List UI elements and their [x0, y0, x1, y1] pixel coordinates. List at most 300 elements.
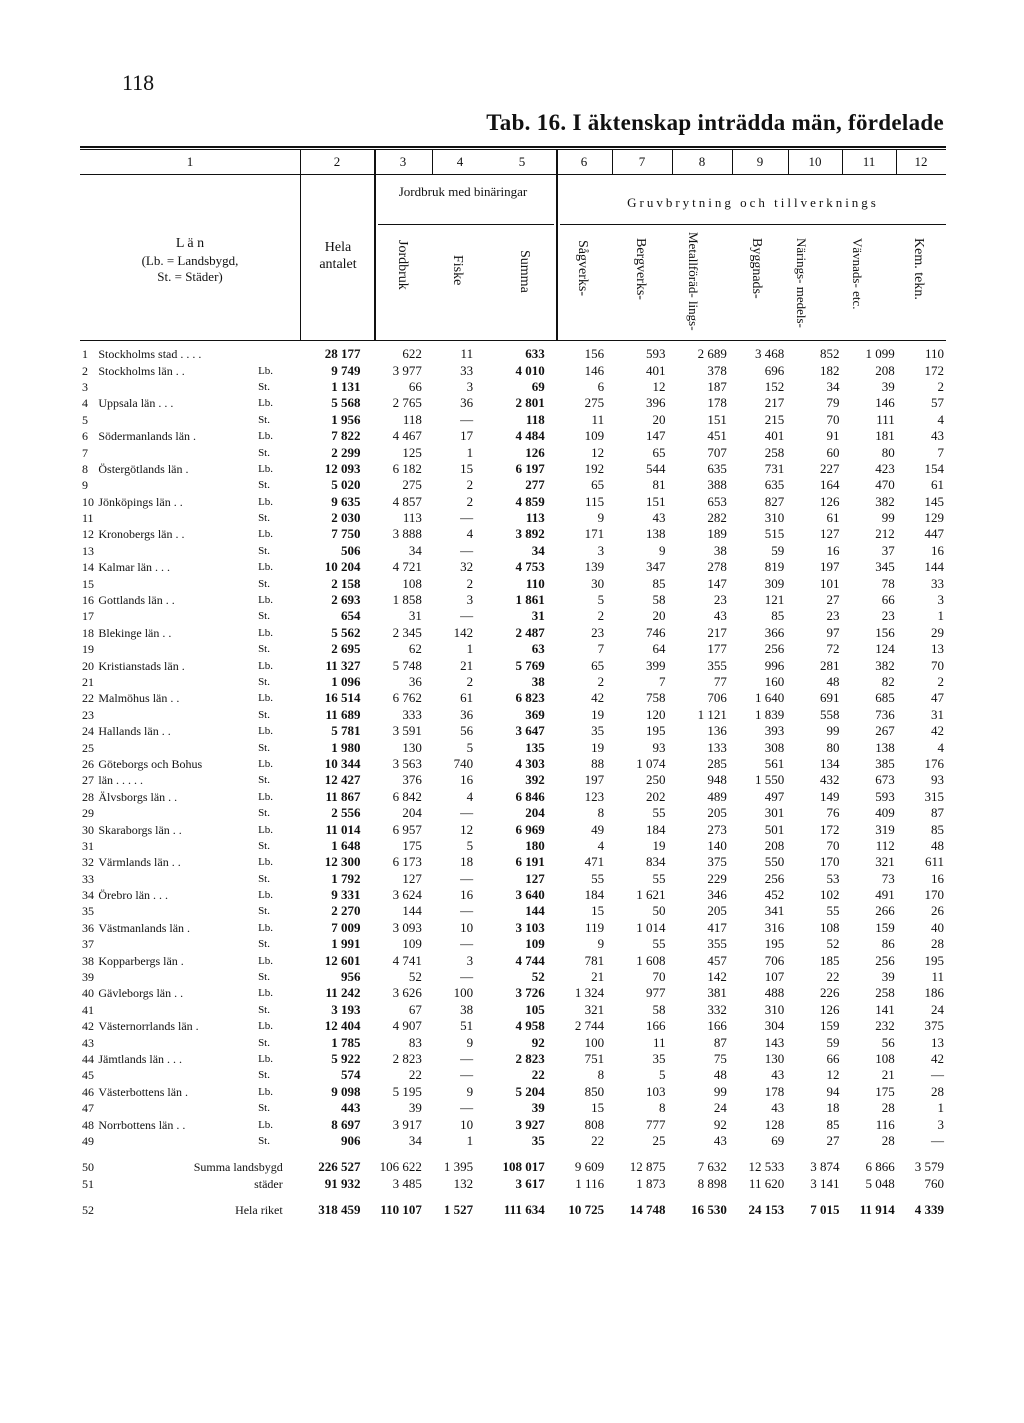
row-number: 33 [82, 871, 94, 886]
column-number: 2 [333, 154, 341, 169]
cell-hela: 7 009 [331, 919, 361, 935]
cell-hela: 9 749 [331, 362, 361, 378]
cell-c10: 149 [819, 788, 840, 804]
cell-c11: 156 [875, 624, 895, 640]
cell-c12: 42 [931, 1050, 944, 1066]
row-type: St. [258, 708, 270, 721]
table-row [80, 871, 946, 887]
cell-c8: 38 [713, 542, 727, 558]
cell-c3: 125 [402, 444, 422, 460]
cell-c4: 2 [466, 477, 474, 493]
cell-c10: 3 874 [810, 1159, 840, 1175]
cell-c3: 3 093 [392, 919, 422, 935]
lan-name: län . . . . . [98, 773, 144, 788]
cell-c4: 5 [466, 739, 474, 755]
cell-c11: 159 [875, 919, 895, 935]
cell-hela: 11 242 [325, 985, 361, 1001]
cell-hela: 1 131 [331, 378, 361, 394]
cell-c9: 310 [764, 1001, 785, 1017]
lan-name [96, 379, 256, 395]
cell-c3: 31 [408, 608, 422, 624]
cell-c6: 8 [597, 805, 605, 821]
summary-row [80, 1202, 946, 1218]
cell-c4: 142 [453, 624, 474, 640]
cell-c8: 388 [707, 477, 727, 493]
lan-name [96, 641, 256, 657]
cell-c9: 310 [764, 510, 785, 526]
row-number: 47 [82, 1101, 94, 1116]
cell-c6: 55 [591, 870, 605, 886]
cell-c10: 102 [819, 887, 840, 903]
cell-c6: 751 [584, 1050, 605, 1066]
cell-c9: 24 153 [748, 1202, 785, 1218]
cell-c3: 2 823 [392, 1050, 422, 1066]
cell-hela: 3 193 [331, 1001, 361, 1017]
cell-c5: 126 [525, 444, 545, 460]
cell-c5: 277 [525, 477, 545, 493]
lan-name [96, 969, 256, 985]
cell-c7: 195 [645, 723, 666, 739]
cell-c6: 15 [591, 903, 605, 919]
cell-c4: 36 [460, 706, 474, 722]
spacer-row [80, 1149, 946, 1159]
cell-c11: 1 099 [865, 346, 895, 362]
cell-hela: 9 331 [331, 887, 361, 903]
row-number: 11 [82, 511, 94, 526]
cell-c10: 227 [819, 460, 840, 476]
cell-c3: 4 721 [392, 559, 422, 575]
cell-c10: 53 [826, 870, 840, 886]
row-number: 20 [82, 658, 94, 673]
cell-c3: 62 [408, 641, 422, 657]
cell-c11: 56 [881, 1034, 895, 1050]
cell-c3: 2 765 [392, 395, 422, 411]
cell-c6: 88 [591, 755, 605, 771]
row-number: 19 [82, 642, 94, 657]
table-row [80, 608, 946, 624]
cell-c11: 23 [881, 608, 895, 624]
cell-c6: 12 [591, 444, 605, 460]
table-row [80, 739, 946, 755]
cell-c6: 49 [591, 821, 605, 837]
cell-hela: 1 648 [331, 837, 361, 853]
cell-c8: 87 [713, 1034, 727, 1050]
cell-c3: 113 [402, 510, 422, 526]
cell-c11: 138 [875, 739, 895, 755]
row-type: St. [258, 741, 270, 754]
cell-c4: — [460, 1067, 474, 1083]
cell-c12: 28 [931, 1083, 944, 1099]
cell-c11: 345 [875, 559, 895, 575]
row-number: 28 [82, 789, 94, 804]
lan-name: Älvsborgs län . . [98, 789, 178, 804]
cell-c6: 197 [584, 772, 605, 788]
cell-c11: 66 [881, 592, 895, 608]
cell-c12: 760 [924, 1175, 944, 1191]
cell-c12: 26 [931, 903, 944, 919]
lan-header: L ä n [175, 236, 205, 251]
cell-c11: 673 [875, 772, 895, 788]
metall-header: Metallföräd- lings- [685, 232, 701, 331]
cell-c5: 4 010 [515, 362, 545, 378]
cell-c5: 3 927 [515, 1116, 545, 1132]
cell-c8: 273 [707, 821, 727, 837]
lan-name [96, 510, 256, 526]
cell-c7: 14 748 [629, 1202, 666, 1218]
cell-c12: 145 [924, 493, 944, 509]
cell-c11: 491 [875, 887, 895, 903]
cell-c11: 181 [875, 428, 895, 444]
lan-name [96, 1002, 256, 1018]
cell-c7: 70 [652, 969, 666, 985]
cell-c10: 164 [819, 477, 840, 493]
cell-hela: 91 932 [324, 1175, 361, 1191]
table-row [80, 1051, 946, 1067]
column-number: 10 [808, 154, 822, 169]
cell-c8: 43 [713, 1132, 727, 1148]
cell-c5: 392 [525, 772, 545, 788]
table-row [80, 821, 946, 837]
table-row [80, 854, 946, 870]
cell-c6: 22 [591, 1132, 605, 1148]
cell-hela: 2 556 [331, 805, 361, 821]
cell-hela: 2 270 [331, 903, 361, 919]
cell-c11: 39 [881, 378, 895, 394]
cell-c6: 171 [584, 526, 605, 542]
table-row [80, 969, 946, 985]
cell-c8: 166 [707, 1018, 727, 1034]
cell-c11: 382 [875, 657, 895, 673]
table-row [80, 510, 946, 526]
cell-c5: 204 [525, 805, 545, 821]
col-separator [300, 150, 301, 340]
row-number: 16 [82, 593, 94, 608]
cell-c3: 376 [402, 772, 422, 788]
cell-c4: 38 [460, 1001, 474, 1017]
row-type: Lb. [258, 692, 274, 705]
lan-name [96, 1034, 256, 1050]
cell-c9: 308 [764, 739, 785, 755]
cell-c3: 175 [402, 837, 422, 853]
cell-hela: 12 093 [324, 460, 361, 476]
cell-c5: 127 [525, 870, 545, 886]
cell-c7: 19 [652, 837, 666, 853]
cell-c3: 1 858 [392, 592, 422, 608]
cell-c9: 85 [771, 608, 785, 624]
row-type: St. [258, 643, 270, 656]
cell-c8: 229 [707, 870, 727, 886]
cell-c4: 15 [460, 460, 474, 476]
cell-c4: 16 [460, 887, 474, 903]
cell-hela: 2 299 [331, 444, 361, 460]
lan-name: Jämtlands län . . . [98, 1051, 183, 1066]
cell-hela: 1 980 [331, 739, 361, 755]
cell-c3: 83 [408, 1034, 422, 1050]
cell-c8: 178 [707, 395, 727, 411]
cell-c9: 107 [764, 969, 785, 985]
cell-c5: 22 [531, 1067, 545, 1083]
cell-c8: 457 [707, 952, 727, 968]
row-number: 48 [82, 1117, 94, 1132]
cell-c3: 622 [402, 346, 422, 362]
cell-c7: 93 [652, 739, 666, 755]
cell-c3: 6 957 [392, 821, 422, 837]
cell-c8: 48 [713, 1067, 727, 1083]
cell-c6: 23 [591, 624, 605, 640]
cell-c12: 447 [924, 526, 944, 542]
cell-c3: 275 [402, 477, 422, 493]
row-number: 6 [82, 429, 88, 444]
cell-c12: 2 [937, 674, 944, 689]
cell-c9: 341 [764, 903, 785, 919]
cell-c5: 111 634 [503, 1202, 545, 1218]
gruv-group-header: Gruvbrytning och tillverknings [627, 195, 879, 210]
cell-hela: 5 020 [331, 477, 361, 493]
cell-c9: 827 [764, 493, 785, 509]
cell-c4: — [460, 936, 474, 952]
row-number: 26 [82, 756, 94, 771]
cell-c9: 488 [764, 985, 785, 1001]
cell-c11: 86 [881, 936, 895, 952]
lan-name [96, 444, 256, 460]
row-number: 50 [82, 1160, 94, 1175]
cell-c6: 192 [584, 460, 605, 476]
lan-name [96, 739, 256, 755]
lan-name [96, 838, 256, 854]
row-type: Lb. [258, 594, 274, 607]
cell-c7: 250 [645, 772, 666, 788]
row-type: Lb. [258, 987, 274, 1000]
cell-c9: 178 [764, 1083, 785, 1099]
cell-c6: 3 [597, 542, 605, 558]
cell-c12: — [931, 1132, 944, 1148]
cell-c4: 3 [466, 378, 474, 394]
cell-c6: 146 [584, 362, 605, 378]
cell-c3: 34 [408, 542, 422, 558]
table-row [80, 1002, 946, 1018]
cell-c12: 1 [937, 1100, 944, 1116]
row-type: Lb. [258, 921, 274, 934]
cell-c5: 633 [525, 346, 545, 362]
lan-name: Stockholms stad . . . . [98, 347, 202, 362]
cell-c6: 471 [584, 854, 605, 870]
spacer-row [80, 1192, 946, 1202]
cell-c5: 35 [531, 1132, 545, 1148]
cell-c7: 777 [645, 1116, 666, 1132]
cell-c10: 61 [826, 510, 840, 526]
cell-c8: 142 [707, 969, 727, 985]
cell-c6: 123 [584, 788, 605, 804]
cell-c12: 24 [931, 1001, 944, 1017]
cell-c6: 115 [585, 493, 605, 509]
cell-c6: 35 [591, 723, 605, 739]
row-type: St. [258, 610, 270, 623]
cell-hela: 10 344 [324, 755, 361, 771]
cell-c8: 332 [707, 1001, 727, 1017]
cell-hela: 906 [341, 1132, 361, 1148]
table-row [80, 1133, 946, 1149]
cell-c4: 16 [460, 772, 474, 788]
cell-c11: 39 [881, 969, 895, 985]
column-number: 1 [186, 154, 194, 169]
cell-c3: 4 467 [392, 428, 422, 444]
cell-c12: 195 [924, 952, 944, 968]
cell-c6: 6 [597, 378, 605, 394]
cell-c9: 301 [764, 805, 785, 821]
cell-hela: 2 158 [331, 575, 361, 591]
jordbruk-header: Jordbruk [395, 240, 410, 290]
cell-c5: 3 726 [515, 985, 545, 1001]
row-type: St. [258, 905, 270, 918]
cell-c10: 101 [819, 575, 840, 591]
cell-c9: 550 [764, 854, 785, 870]
cell-c8: 707 [707, 444, 727, 460]
cell-c12: 2 [937, 378, 944, 394]
cell-c11: 80 [881, 444, 895, 460]
row-number: 13 [82, 543, 94, 558]
table-row [80, 920, 946, 936]
cell-c9: 452 [764, 887, 785, 903]
cell-c5: 3 103 [515, 919, 545, 935]
cell-c9: 635 [764, 477, 785, 493]
lan-name [96, 477, 256, 493]
cell-c3: 118 [402, 411, 422, 427]
cell-c10: 59 [826, 1034, 840, 1050]
cell-c5: 6 191 [515, 854, 545, 870]
cell-c3: 22 [408, 1067, 422, 1083]
cell-c12: 110 [924, 346, 944, 362]
cell-c12: 57 [931, 395, 944, 411]
lan-note-2: St. = Städer) [157, 269, 223, 284]
cell-c8: 355 [707, 657, 727, 673]
cell-hela: 506 [341, 542, 361, 558]
cell-c4: — [460, 542, 474, 558]
cell-c7: 35 [652, 1050, 666, 1066]
row-type: Lb. [258, 790, 274, 803]
cell-c6: 156 [584, 346, 605, 362]
cell-c4: 5 [466, 837, 474, 853]
column-number: 4 [456, 154, 464, 169]
cell-c8: 189 [707, 526, 727, 542]
cell-c11: 73 [881, 870, 895, 886]
cell-c9: 561 [764, 755, 785, 771]
cell-c7: 25 [652, 1132, 666, 1148]
cell-c9: 208 [764, 837, 785, 853]
row-number: 46 [82, 1084, 94, 1099]
cell-c3: 6 762 [392, 690, 422, 706]
cell-c11: 423 [875, 460, 895, 476]
cell-c5: 108 017 [502, 1159, 545, 1175]
cell-c5: 3 617 [515, 1175, 545, 1191]
cell-c9: 130 [764, 1050, 785, 1066]
lan-name [96, 1100, 256, 1116]
cell-hela: 9 635 [331, 493, 361, 509]
cell-c11: 321 [875, 854, 895, 870]
col-separator [788, 150, 789, 174]
cell-c4: 1 [466, 1132, 474, 1148]
cell-c11: 28 [881, 1132, 895, 1148]
cell-c10: 172 [819, 821, 840, 837]
row-type: Lb. [258, 856, 274, 869]
row-number: 34 [82, 888, 94, 903]
cell-c3: 39 [408, 1100, 422, 1116]
cell-c3: 3 563 [392, 755, 422, 771]
cell-hela: 7 750 [331, 526, 361, 542]
cell-c7: 85 [652, 575, 666, 591]
cell-c10: 60 [826, 444, 840, 460]
cell-c11: 99 [881, 510, 895, 526]
cell-c4: — [460, 969, 474, 985]
row-type: Lb. [258, 561, 274, 574]
lan-name: Malmöhus län . . [98, 691, 180, 706]
cell-c12: 3 [937, 1116, 944, 1132]
row-number: 42 [82, 1019, 94, 1034]
cell-c8: 136 [707, 723, 727, 739]
cell-c3: 108 [402, 575, 422, 591]
cell-c10: 170 [819, 854, 840, 870]
lan-name: Kopparbergs län . [98, 953, 184, 968]
row-type: Lb. [258, 364, 274, 377]
cell-c7: 50 [652, 903, 666, 919]
row-type: St. [258, 544, 270, 557]
row-number: 41 [82, 1002, 94, 1017]
cell-c9: 309 [764, 575, 785, 591]
row-number: 5 [82, 412, 88, 427]
table-row [80, 543, 946, 559]
cell-c11: 409 [875, 805, 895, 821]
cell-c11: 267 [875, 723, 895, 739]
cell-c3: 34 [408, 1132, 422, 1148]
cell-c8: 489 [707, 788, 727, 804]
cell-c11: 175 [875, 1083, 895, 1099]
cell-c12: 31 [931, 706, 944, 722]
cell-c7: 120 [645, 706, 666, 722]
cell-c12: 87 [931, 805, 944, 821]
cell-c5: 39 [531, 1100, 545, 1116]
cell-c6: 30 [591, 575, 605, 591]
cell-c11: 232 [875, 1018, 895, 1034]
cell-c11: 382 [875, 493, 895, 509]
cell-c4: — [460, 903, 474, 919]
cell-c10: 18 [826, 1100, 840, 1116]
row-number: 38 [82, 953, 94, 968]
cell-c3: 3 485 [392, 1175, 422, 1191]
cell-c11: 685 [875, 690, 895, 706]
table-row [80, 657, 946, 673]
cell-c8: 43 [713, 608, 727, 624]
cell-c9: 258 [764, 444, 785, 460]
cell-hela: 5 568 [331, 395, 361, 411]
cell-c5: 63 [531, 641, 545, 657]
cell-c6: 1 324 [574, 985, 605, 1001]
cell-c8: 635 [707, 460, 727, 476]
cell-c3: 66 [408, 378, 422, 394]
cell-c9: 3 468 [754, 346, 785, 362]
lan-name: Kronobergs län . . [98, 527, 185, 542]
narings-header: Närings- medels- [793, 238, 809, 328]
cell-c3: 6 842 [392, 788, 422, 804]
cell-c4: 3 [466, 952, 474, 968]
row-type: St. [258, 413, 270, 426]
cell-c4: 17 [460, 428, 474, 444]
cell-c3: 4 857 [392, 493, 422, 509]
cell-c6: 15 [591, 1100, 605, 1116]
row-number: 9 [82, 478, 88, 493]
cell-c8: 653 [707, 493, 727, 509]
cell-c11: 112 [875, 837, 895, 853]
cell-c5: 105 [525, 1001, 545, 1017]
lan-note-1: (Lb. = Landsbygd, [141, 253, 239, 268]
